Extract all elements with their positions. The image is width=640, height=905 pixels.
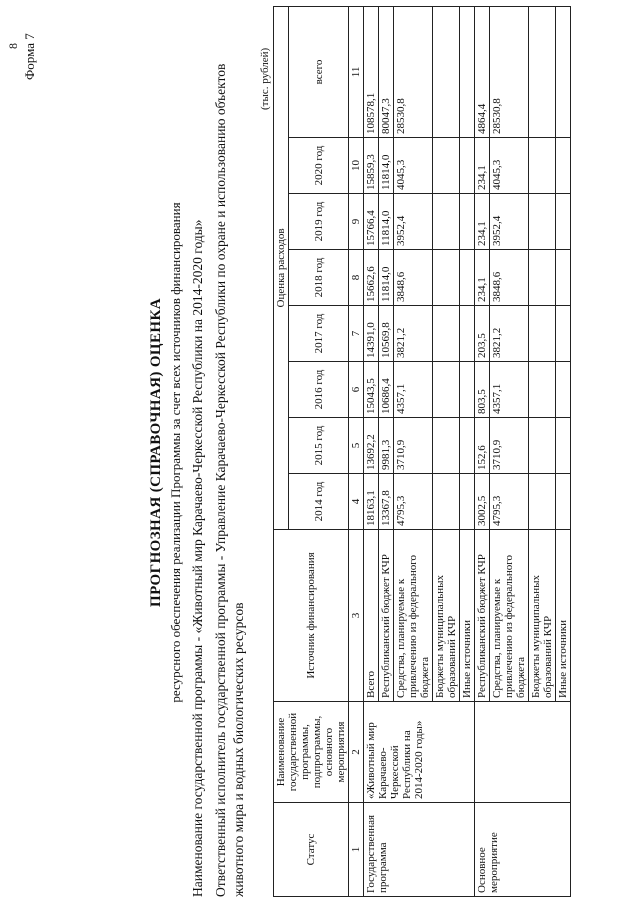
value-cell: 3952,4	[490, 194, 529, 250]
value-cell: 3821,2	[490, 306, 529, 362]
value-cell: 18163,1	[364, 474, 379, 530]
value-cell	[529, 138, 556, 194]
value-cell	[433, 194, 460, 250]
value-cell: 108578,1	[364, 6, 379, 137]
value-cell: 803,5	[475, 362, 490, 418]
value-cell: 28530,8	[394, 6, 433, 137]
value-cell: 3710,9	[490, 418, 529, 474]
executor-line: Ответственный исполнитель государственной программы - Управление Карачаево-Черкесской Республики по охране и использованию объектов животного мира и водных биологических ресурсов	[213, 63, 246, 897]
value-cell: 4864,4	[475, 6, 490, 137]
value-cell: 4795,3	[394, 474, 433, 530]
value-cell: 3821,2	[394, 306, 433, 362]
header-name: Наименование государственной программы, подпрограммы, основного мероприятия	[274, 702, 349, 803]
header-status: Статус	[274, 803, 349, 897]
col-num: 1	[349, 803, 364, 897]
value-cell: 203,5	[475, 306, 490, 362]
value-cell: 10569,8	[379, 306, 394, 362]
value-cell: 80047,3	[379, 6, 394, 137]
value-cell	[556, 138, 571, 194]
value-cell: 15662,6	[364, 250, 379, 306]
value-cell	[460, 194, 475, 250]
value-cell	[433, 6, 460, 137]
value-cell: 234,1	[475, 194, 490, 250]
col-num: 5	[349, 418, 364, 474]
column-number-row	[349, 6, 364, 896]
source-cell: Республиканский бюджет КЧР	[379, 530, 394, 702]
name-cell: «Животный мир Карачаево-Черкесской Республики на 2014-2020 годы»	[364, 702, 475, 803]
value-cell	[460, 6, 475, 137]
header-2018: 2018 год	[289, 250, 349, 306]
col-num: 10	[349, 138, 364, 194]
header-2017: 2017 год	[289, 306, 349, 362]
value-cell	[460, 362, 475, 418]
value-cell: 15859,3	[364, 138, 379, 194]
value-cell: 9981,3	[379, 418, 394, 474]
col-num: 11	[349, 6, 364, 137]
value-cell: 10686,4	[379, 362, 394, 418]
value-cell: 234,1	[475, 138, 490, 194]
value-cell: 234,1	[475, 250, 490, 306]
value-cell	[529, 474, 556, 530]
value-cell	[460, 418, 475, 474]
source-cell: Средства, планируемые к привлечению из федерального бюджета	[394, 530, 433, 702]
col-num: 6	[349, 362, 364, 418]
value-cell	[460, 138, 475, 194]
document-subtitle: ресурсного обеспечения реализации Программы за счет всех источников финансирования	[168, 202, 183, 703]
value-cell: 4357,1	[394, 362, 433, 418]
table-row	[364, 6, 379, 896]
value-cell	[529, 194, 556, 250]
value-cell	[556, 6, 571, 137]
value-cell: 15766,4	[364, 194, 379, 250]
header-total: всего	[289, 6, 349, 137]
header-2020: 2020 год	[289, 138, 349, 194]
value-cell	[433, 474, 460, 530]
value-cell: 11814,0	[379, 138, 394, 194]
col-num: 4	[349, 474, 364, 530]
document-title: ПРОГНОЗНАЯ (СПРАВОЧНАЯ) ОЦЕНКА	[148, 298, 164, 607]
value-cell: 15043,5	[364, 362, 379, 418]
value-cell	[433, 418, 460, 474]
value-cell	[529, 6, 556, 137]
value-cell	[433, 306, 460, 362]
header-2019: 2019 год	[289, 194, 349, 250]
value-cell	[433, 362, 460, 418]
value-cell: 3002,5	[475, 474, 490, 530]
source-cell: Бюджеты муниципальных образований КЧР	[529, 530, 556, 702]
header-row-1	[274, 6, 289, 896]
value-cell	[460, 250, 475, 306]
value-cell	[529, 362, 556, 418]
value-cell	[556, 362, 571, 418]
value-cell	[556, 418, 571, 474]
value-cell: 11814,0	[379, 250, 394, 306]
table-row	[475, 6, 490, 896]
program-name-line: Наименование государственной программы - «Животный мир Карачаево-Черкесской Республики на 2014-2020 годы»	[190, 219, 205, 897]
col-num: 8	[349, 250, 364, 306]
value-cell: 4045,3	[394, 138, 433, 194]
col-num: 3	[349, 530, 364, 702]
value-cell: 3848,6	[490, 250, 529, 306]
value-cell: 3848,6	[394, 250, 433, 306]
header-estimate: Оценка расходов	[274, 6, 289, 529]
value-cell	[460, 306, 475, 362]
value-cell: 11814,0	[379, 194, 394, 250]
value-cell	[433, 138, 460, 194]
header-2015: 2015 год	[289, 418, 349, 474]
header-source: Источник финансирования	[274, 530, 349, 702]
value-cell	[433, 250, 460, 306]
value-cell: 3952,4	[394, 194, 433, 250]
value-cell	[556, 250, 571, 306]
value-cell: 14391,0	[364, 306, 379, 362]
source-cell: Иные источники	[460, 530, 475, 702]
value-cell	[556, 194, 571, 250]
value-cell: 28530,8	[490, 6, 529, 137]
col-num: 7	[349, 306, 364, 362]
source-cell: Республиканский бюджет КЧР	[475, 530, 490, 702]
page-number: 8	[6, 43, 20, 49]
value-cell	[529, 418, 556, 474]
value-cell	[460, 474, 475, 530]
status-cell: Государственная программа	[364, 803, 475, 897]
source-cell: Бюджеты муниципальных образований КЧР	[433, 530, 460, 702]
name-cell	[475, 702, 571, 803]
value-cell: 4795,3	[490, 474, 529, 530]
units-label: (тыс. рублей)	[259, 47, 271, 110]
col-num: 2	[349, 702, 364, 803]
header-2016: 2016 год	[289, 362, 349, 418]
source-cell: Иные источники	[556, 530, 571, 702]
form-label: Форма 7	[22, 33, 37, 80]
value-cell: 4357,1	[490, 362, 529, 418]
value-cell: 152,6	[475, 418, 490, 474]
source-cell: Всего	[364, 530, 379, 702]
value-cell: 13692,2	[364, 418, 379, 474]
value-cell: 4045,3	[490, 138, 529, 194]
value-cell	[529, 306, 556, 362]
funding-table	[273, 6, 571, 897]
value-cell	[556, 474, 571, 530]
status-cell: Основное мероприятие	[475, 803, 571, 897]
value-cell: 3710,9	[394, 418, 433, 474]
header-2014: 2014 год	[289, 474, 349, 530]
value-cell	[556, 306, 571, 362]
value-cell: 13367,8	[379, 474, 394, 530]
source-cell: Средства, планируемые к привлечению из федерального бюджета	[490, 530, 529, 702]
value-cell	[529, 250, 556, 306]
col-num: 9	[349, 194, 364, 250]
